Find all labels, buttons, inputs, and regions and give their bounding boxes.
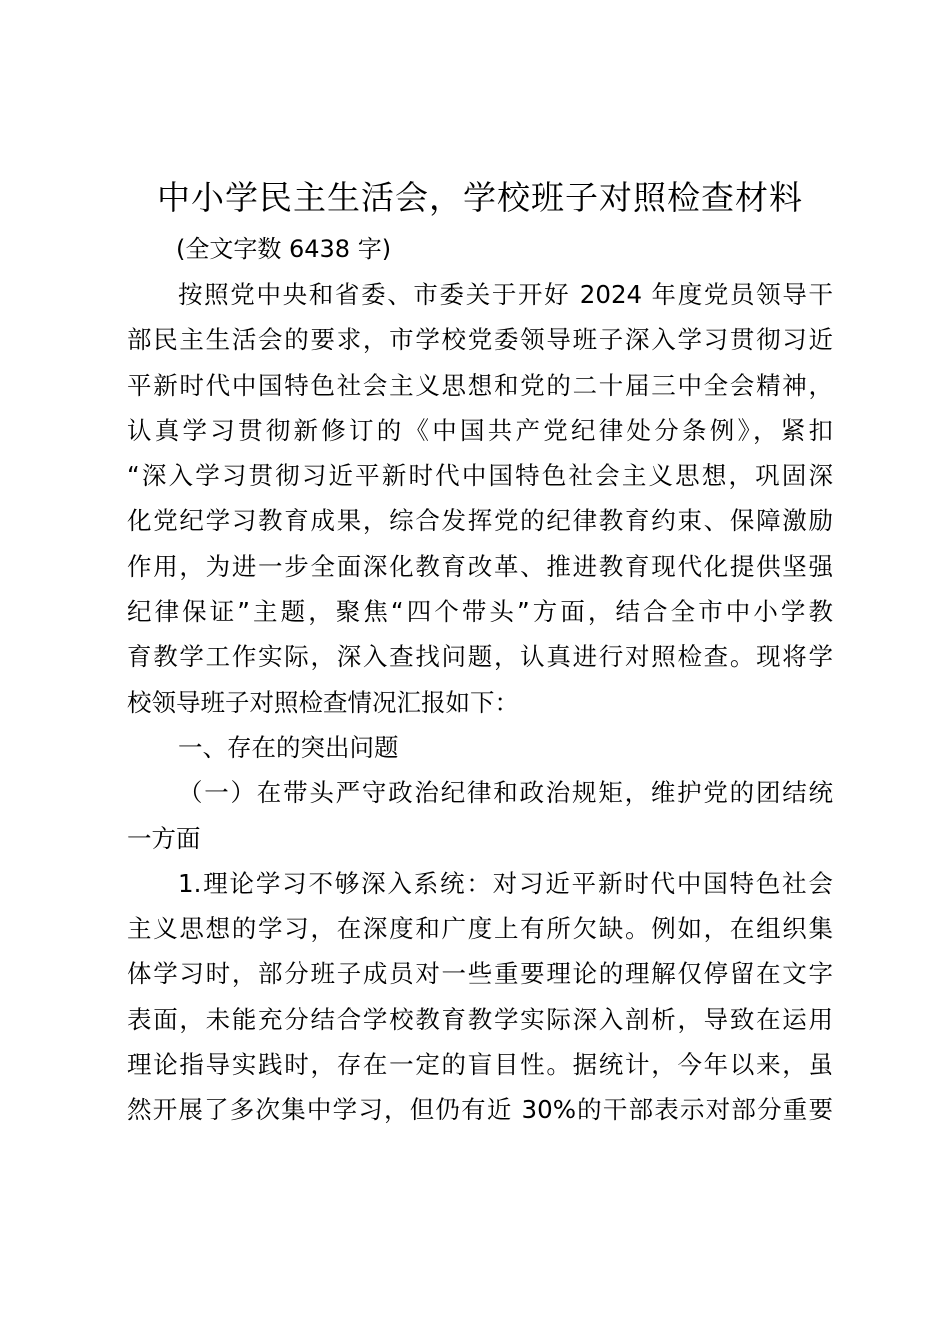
document-page [127,170,833,1133]
paragraph-line: 育教学工作实际，深入查找问题，认真进行对照检查。现将学 [127,642,833,672]
paragraph-line: “深入学习贯彻习近平新时代中国特色社会主义思想，巩固深 [127,461,833,491]
subsection-heading: 一方面 [127,823,201,853]
paragraph-line: 作用，为进一步全面深化教育改革、推进教育现代化提供坚强 [127,551,833,581]
subsection-heading: （一）在带头严守政治纪律和政治规矩，维护党的团结统 [178,778,833,808]
paragraph-line: 化党纪学习教育成果，综合发挥党的纪律教育约束、保障激励 [127,506,833,536]
paragraph-line: 1.理论学习不够深入系统：对习近平新时代中国特色社会 [178,868,833,898]
paragraph-line: 纪律保证”主题，聚焦“四个带头”方面，结合全市中小学教 [127,597,833,627]
paragraph-line: 主义思想的学习，在深度和广度上有所欠缺。例如，在组织集 [127,914,833,944]
paragraph-line: 表面，未能充分结合学校教育教学实际深入剖析，导致在运用 [127,1004,833,1034]
paragraph-line: 部民主生活会的要求，市学校党委领导班子深入学习贯彻习近 [127,325,833,355]
section-heading: 一、存在的突出问题 [178,732,399,762]
paragraph-line: 校领导班子对照检查情况汇报如下： [127,687,519,717]
paragraph-line: 认真学习贯彻新修订的《中国共产党纪律处分条例》，紧扣 [127,415,833,445]
document-title: 中小学民主生活会，学校班子对照检查材料 [157,178,803,217]
paragraph-line: 按照党中央和省委、市委关于开好 2024 年度党员领导干 [178,280,833,309]
paragraph-line: 然开展了多次集中学习，但仍有近 30%的干部表示对部分重要 [127,1095,833,1125]
paragraph-line: 体学习时，部分班子成员对一些重要理论的理解仅停留在文字 [127,959,833,989]
paragraph-line: 平新时代中国特色社会主义思想和党的二十届三中全会精神， [127,370,833,400]
word-count: (全文字数 6438 字) [176,235,392,263]
paragraph-line: 理论指导实践时，存在一定的盲目性。据统计，今年以来，虽 [127,1050,833,1080]
